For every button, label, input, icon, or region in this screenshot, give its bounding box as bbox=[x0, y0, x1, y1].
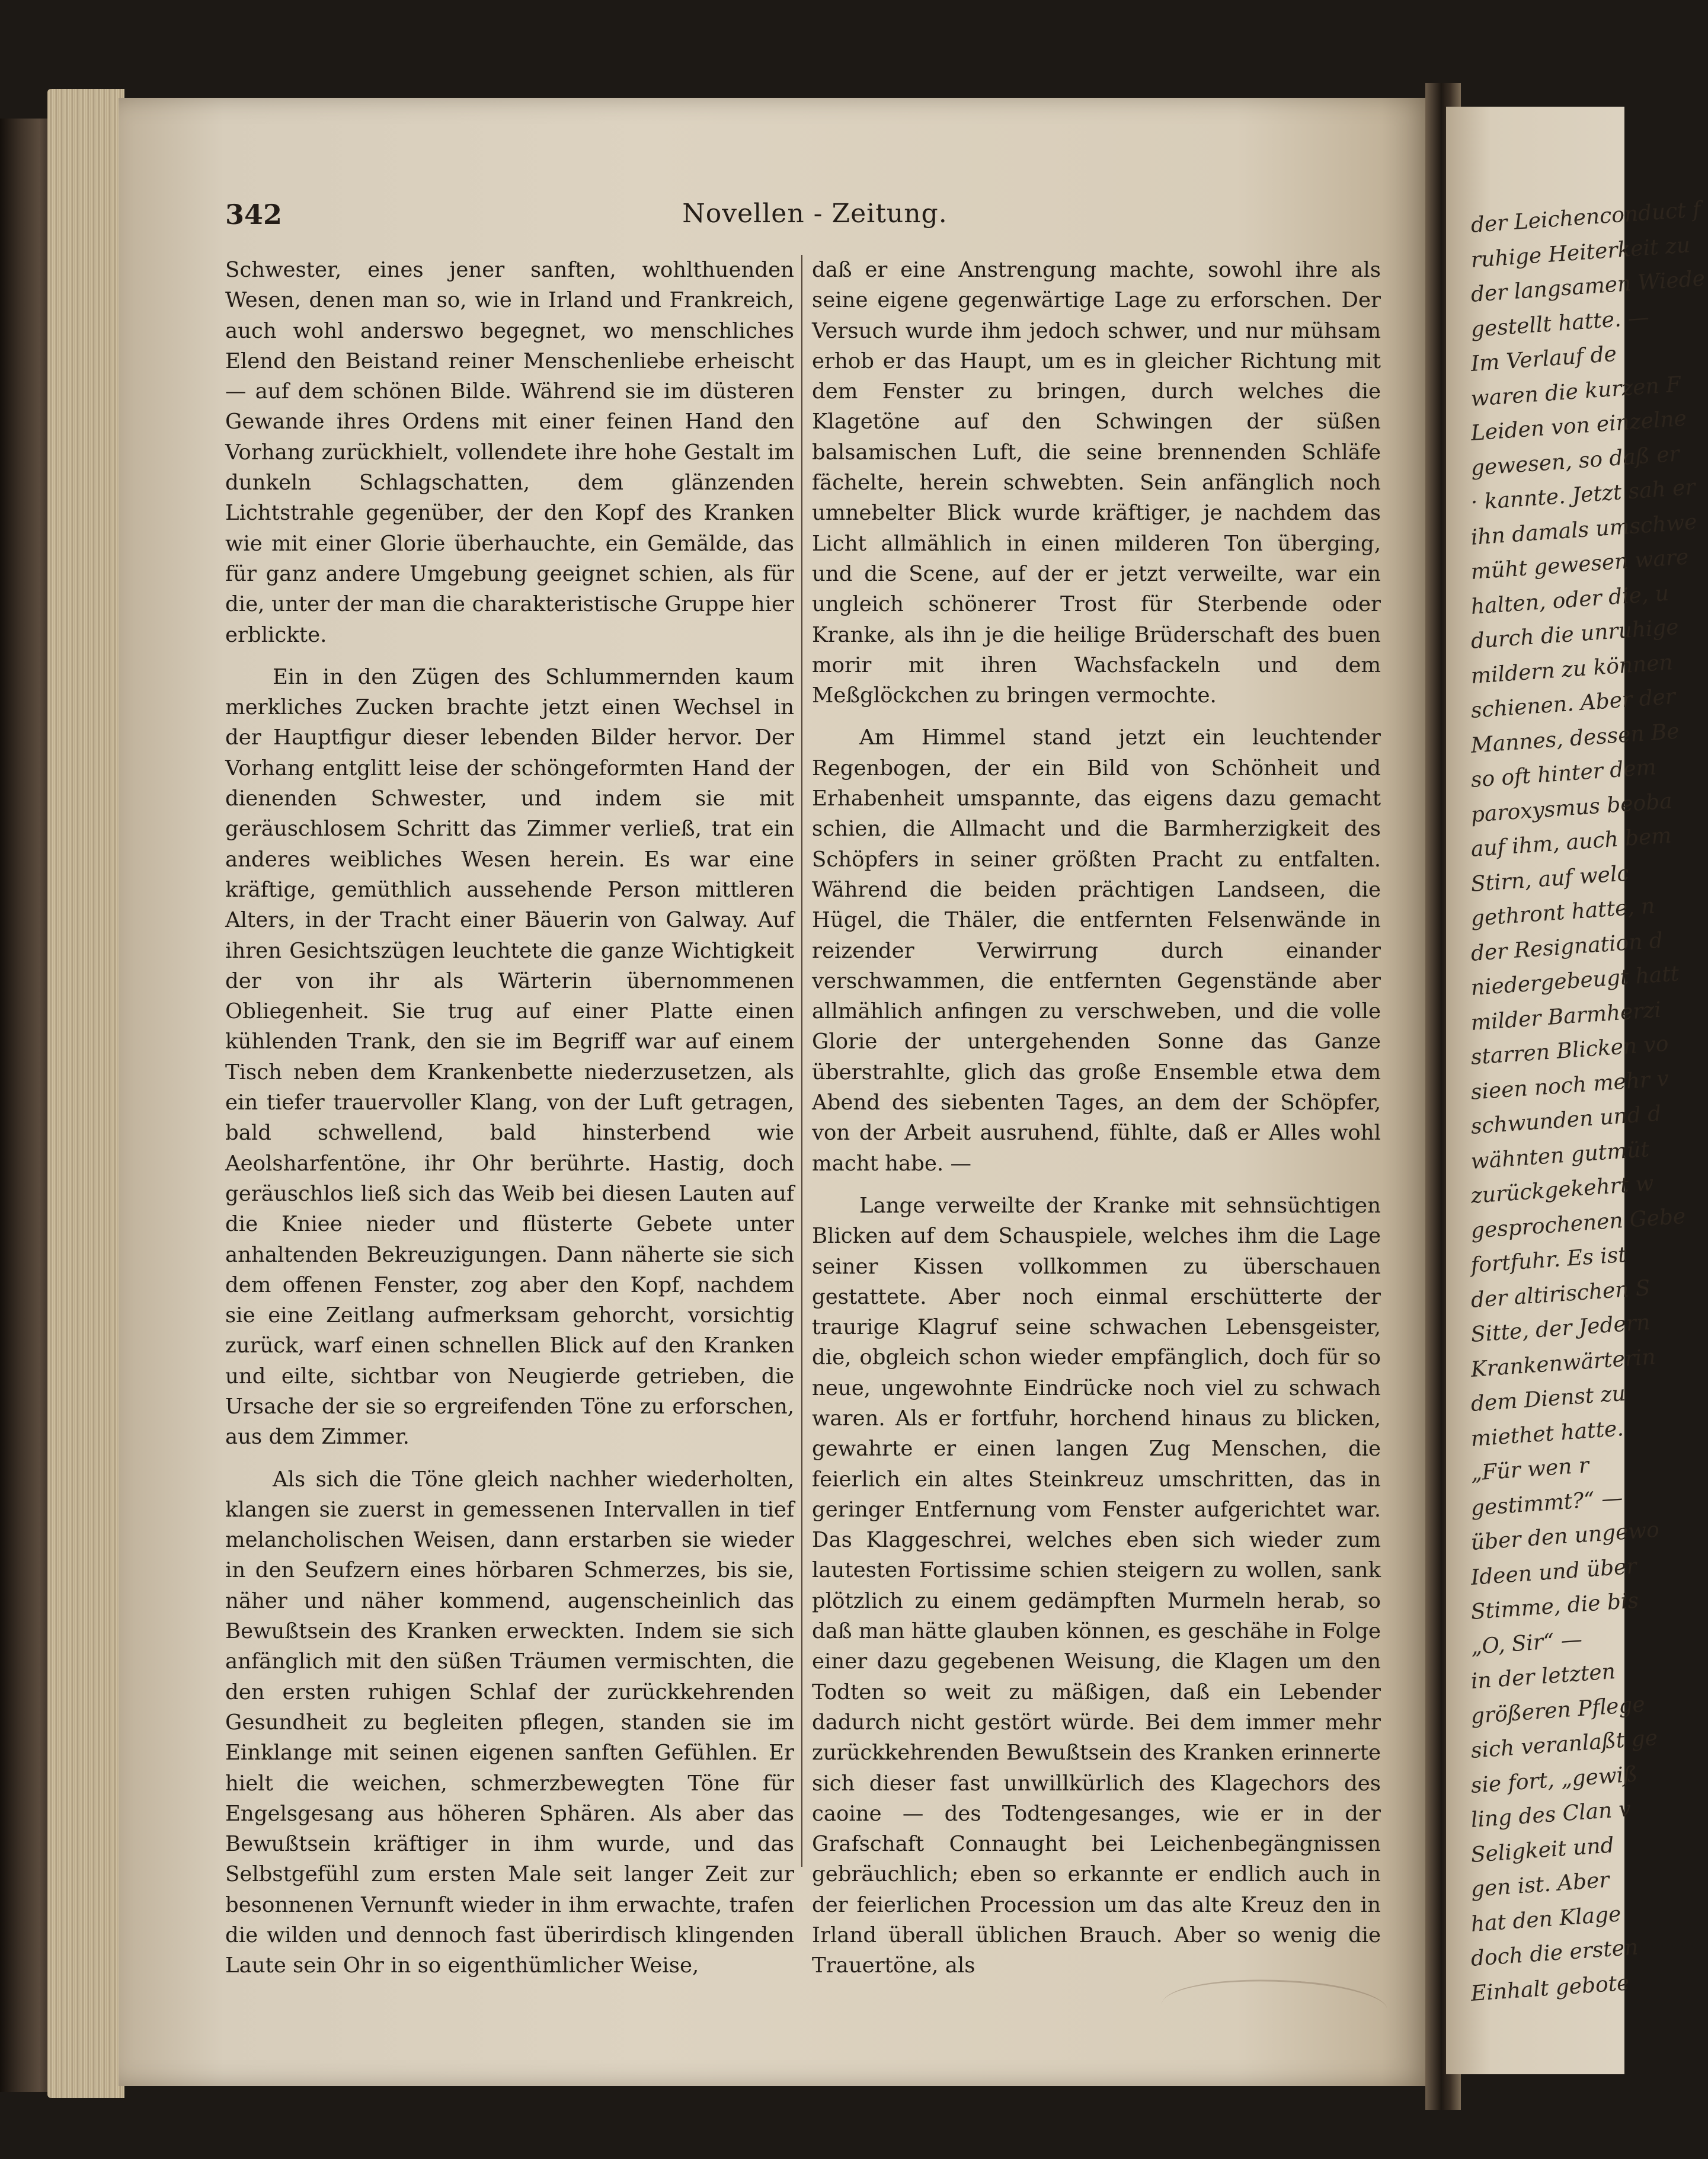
facing-page-line: der altirischen S bbox=[1470, 1275, 1651, 1313]
facing-page-line: Ideen und über bbox=[1470, 1554, 1637, 1590]
facing-page-line: zurückgekehrt w bbox=[1470, 1171, 1655, 1208]
facing-page-line: Im Verlauf de bbox=[1470, 341, 1618, 376]
paragraph: Ein in den Zügen des Schlummernden kaum merkliches Zucken brachte jetzt einen Wechsel in der Hauptfigur dieser lebenden Bilder hervor. Der Vorhang entglitt leise der schöngeformten Hand der dienenden Schwester, und indem sie mit geräuschlosem Schritt das Zimmer verließ, trat ein anderes weibliches Wesen herein. Es war eine kräftige, gemüthlich aussehende Person mittleren Alters, in der Tracht einer Bäuerin von Galway. Auf ihren Gesichtszügen leuchtete die ganze Wichtigkeit der von ihr als Wärterin übernommenen Obliegenheit. Sie trug auf einer Platte einen kühlenden Trank, den sie im Begriff war auf einem Tisch neben dem Krankenbette niederzusetzen, als ein tiefer trauervoller Klang, von der Luft getragen, bald schwellend, bald hinsterbend wie Aeolsharfentöne, ihr Ohr berührte. Hastig, doch geräuschlos ließ sich das Weib bei diesen Lauten auf die Kniee nieder und flüsterte Gebete unter anhaltenden Bekreuzigungen. Dann näherte sie sich dem offenen Fenster, zog aber den Kopf, nachdem sie eine Zeitlang aufmerksam gehorcht, vorsichtig zurück, warf einen schnellen Blick auf den Kranken und eilte, sichtbar von Neugierde getrieben, die Ursache der sie so ergreifenden Töne zu erforschen, aus dem Zimmer. bbox=[225, 664, 794, 1450]
page-number: 342 bbox=[225, 199, 283, 231]
facing-page-line: hat den Klage bbox=[1470, 1901, 1622, 1937]
facing-page-line: so oft hinter dem bbox=[1470, 755, 1657, 792]
facing-page-line: wähnten gutmüt bbox=[1470, 1137, 1651, 1174]
facing-page-line: niedergebeugt hatt bbox=[1470, 961, 1680, 1000]
facing-page bbox=[1446, 107, 1706, 2074]
facing-page-line: Seligkeit und bbox=[1470, 1832, 1615, 1867]
facing-page-line: · kannte. Jetzt sah er bbox=[1470, 475, 1696, 515]
facing-page-line: doch die ersten bbox=[1470, 1935, 1639, 1971]
facing-page-line: Stimme, die bis bbox=[1470, 1588, 1640, 1624]
page-header bbox=[225, 199, 1405, 234]
facing-page-line: müht gewesen ware bbox=[1470, 545, 1690, 584]
paragraph: Lange verweilte der Kranke mit sehnsüchtigen Blicken auf dem Schauspiele, welches ihm die Lage seiner Kissen vollkommen zu überschauen gestattete. Aber noch einmal erschütterte der traurige Klagruf seine schwachen Lebensgeister, die, obgleich schon wieder empfänglich, doch für so neue, ungewohnte Eindrücke noch viel zu schwach waren. Als er fortfuhr, horchend hinaus zu blicken, gewahrte er einen langen Zug Menschen, die feierlich ein altes Steinkreuz umschritten, das in geringer Entfernung vom Fenster aufgerichtet war. Das Klaggeschrei, welches eben sich wieder zum lautesten Fortissime schien steigern zu wollen, sank plötzlich zu einem gedämpften Murmeln herab, so daß man hätte glauben können, es geschähe in Folge einer dazu gegebenen Weisung, die Klagen um den Todten so weit zu mäßigen, daß ein Lebender dadurch nicht gestört würde. Bei dem immer mehr zurückkehrenden Bewußtsein des Kranken erinnerte sich dieser fast unwillkürlich des Klagechors des caoine — des Todtengesanges, wie er in der Grafschaft Connaught bei Leichenbegängnissen gebräuchlich; eben so erkannte er endlich auch in der feierlichen Procession um das alte Kreuz den in Irland überall üblichen Brauch. Aber so wenig die Trauertöne, als bbox=[812, 1193, 1381, 1978]
facing-page-line: halten, oder die, u bbox=[1470, 581, 1670, 619]
paragraph: daß er eine Anstrengung machte, sowohl ihre als seine eigene gegenwärtige Lage zu erforschen. Der Versuch wurde ihm jedoch schwer, und nur mühsam erhob er das Haupt, um es in gleicher Richtung mit dem Fenster zu bringen, durch welches die Klagetöne auf den Schwingen der süßen balsamischen Luft, die seine brennenden Schläfe fächelte, herein schwebten. Sein anfänglich noch umnebelter Blick wurde kräftiger, je nachdem das Licht allmählich in einen milderen Ton überging, und die Scene, auf der er jetzt verweilte, war ein ungleich schönerer Trost für Sterbende oder Kranke, als ihn je die heilige Brüderschaft des buen morir mit ihren Wachsfackeln und dem Meßglöckchen zu bringen vermochte. bbox=[812, 258, 1381, 708]
facing-page-line: der langsamen Wiede bbox=[1470, 266, 1706, 307]
facing-page-line: durch die unruhige bbox=[1470, 615, 1680, 654]
facing-page-line: der Leichenconduct f bbox=[1470, 197, 1701, 238]
running-title: Novellen - Zeitung. bbox=[682, 199, 948, 229]
facing-page-line: miethet hatte. bbox=[1470, 1416, 1624, 1451]
facing-page-line: auf ihm, auch bem bbox=[1470, 823, 1672, 862]
facing-page-line: Leiden von einzelne bbox=[1470, 406, 1688, 446]
facing-page-line: „Für wen r bbox=[1470, 1453, 1590, 1486]
facing-page-line: Sitte, der Jedern bbox=[1470, 1310, 1651, 1347]
facing-page-line: gesprochenen Gebe bbox=[1470, 1204, 1687, 1243]
facing-page-line: waren die kurzen F bbox=[1470, 372, 1682, 411]
facing-page-line: mildern zu können bbox=[1470, 650, 1674, 689]
facing-page-line: gestellt hatte. — bbox=[1470, 305, 1651, 342]
facing-page-line: gethront hatte, n bbox=[1470, 894, 1656, 931]
facing-page-line: gen ist. Aber bbox=[1470, 1867, 1610, 1902]
facing-page-line: ling des Clan v bbox=[1470, 1797, 1632, 1832]
facing-page-line: fortfuhr. Es ist bbox=[1470, 1242, 1627, 1278]
facing-page-line: in der letzten bbox=[1470, 1659, 1617, 1694]
facing-page-line: über den ungewo bbox=[1470, 1517, 1661, 1555]
facing-page-line: gestimmt?“ — bbox=[1470, 1485, 1624, 1521]
column-divider bbox=[801, 255, 802, 1867]
right-text-column bbox=[812, 255, 1381, 1981]
facing-page-line: gewesen, so daß er bbox=[1470, 441, 1681, 481]
facing-page-line: schwunden und d bbox=[1470, 1101, 1662, 1139]
facing-page-line: ruhige Heiterkeit zu bbox=[1470, 232, 1691, 273]
facing-page-line: Stirn, auf welc bbox=[1470, 861, 1630, 897]
facing-page-line: schienen. Aber der bbox=[1470, 684, 1677, 723]
facing-page-line: ihn damals umschwe bbox=[1470, 509, 1698, 550]
facing-page-line: sie fort, „gewiß bbox=[1470, 1761, 1639, 1798]
facing-page-line: sieen noch mehr v bbox=[1470, 1066, 1670, 1105]
left-text-column bbox=[225, 255, 794, 1981]
facing-page-line: starren Blicken vo bbox=[1470, 1031, 1669, 1070]
facing-page-line: sich veranlaßt ge bbox=[1470, 1726, 1659, 1763]
facing-page-line: „O, Sir“ — bbox=[1470, 1627, 1584, 1659]
facing-page-line: Mannes, dessen Be bbox=[1470, 718, 1680, 758]
facing-page-line: milder Barmherzi bbox=[1470, 997, 1662, 1035]
page-edges bbox=[47, 89, 124, 2098]
facing-page-line: der Resignation d bbox=[1470, 927, 1664, 966]
facing-page-line: dem Dienst zu bbox=[1470, 1381, 1627, 1416]
paragraph: Am Himmel stand jetzt ein leuchtender Regenbogen, der ein Bild von Schönheit und Erhabenheit umspannte, das eigens dazu gemacht schien, die Allmacht und die Barmherzigkeit des Schöpfers in seiner größten Pracht zu entfalten. Während die beiden prächtigen Landseen, die Hügel, die Thäler, die entfernten Felsenwände in reizender Verwirrung durch einander verschwammen, die entfernten Gegenstände aber allmählich anfingen zu verschweben, und die volle Glorie der untergehenden Sonne das Ganze überstrahlte, glich das große Ensemble etwa dem Abend des siebenten Tages, an dem der Schöpfer, von der Arbeit ausruhend, fühlte, daß er Alles wohl macht habe. — bbox=[812, 725, 1381, 1176]
facing-page-line: größeren Pflege bbox=[1470, 1692, 1646, 1729]
facing-page-line: paroxysmus beoba bbox=[1470, 788, 1673, 827]
paragraph: Als sich die Töne gleich nachher wiederholten, klangen sie zuerst in gemessenen Intervallen in tief melancholischen Weisen, dann erstarben sie wieder in den Seufzern eines hörbaren Schmerzes, bis sie, näher und näher kommend, augenscheinlich das Bewußtsein des Kranken erweckten. Indem sie sich anfänglich mit den süßen Träumen vermischten, die den ersten ruhigen Schlaf der zurückkehrenden Gesundheit zu begleiten pflegen, standen sie im Einklange mit seinen eigenen sanften Gefühlen. Er hielt die weichen, schmerzbewegten Töne für Engelsgesang aus höheren Sphären. Als aber das Bewußtsein kräftiger in ihm wurde, und das Selbstgefühl zum ersten Male seit langer Zeit zur besonnenen Vernunft wieder in ihm erwachte, trafen die wilden und dennoch fast überirdisch klingenden Laute sein Ohr in so eigenthümlicher Weise, bbox=[225, 1467, 794, 1978]
facing-page-line: Einhalt gebote bbox=[1470, 1970, 1630, 2006]
paragraph: Schwester, eines jener sanften, wohlthuenden Wesen, denen man so, wie in Irland und Frankreich, auch wohl anderswo begegnet, wo menschliches Elend den Beistand reiner Menschenliebe erheischt — auf dem schönen Bilde. Während sie im düsteren Gewande ihres Ordens mit einer feinen Hand den Vorhang zurückhielt, vollendete ihre hohe Gestalt im dunkeln Schlagschatten, dem glänzenden Lichtstrahle gegenüber, der den Kopf des Kranken wie mit einer Glorie überhauchte, ein Gemälde, das für ganz andere Umgebung geeignet schien, als für die, unter der man die charakteristische Gruppe hier erblickte. bbox=[225, 258, 794, 647]
facing-page-line: Krankenwärterin bbox=[1470, 1344, 1656, 1382]
